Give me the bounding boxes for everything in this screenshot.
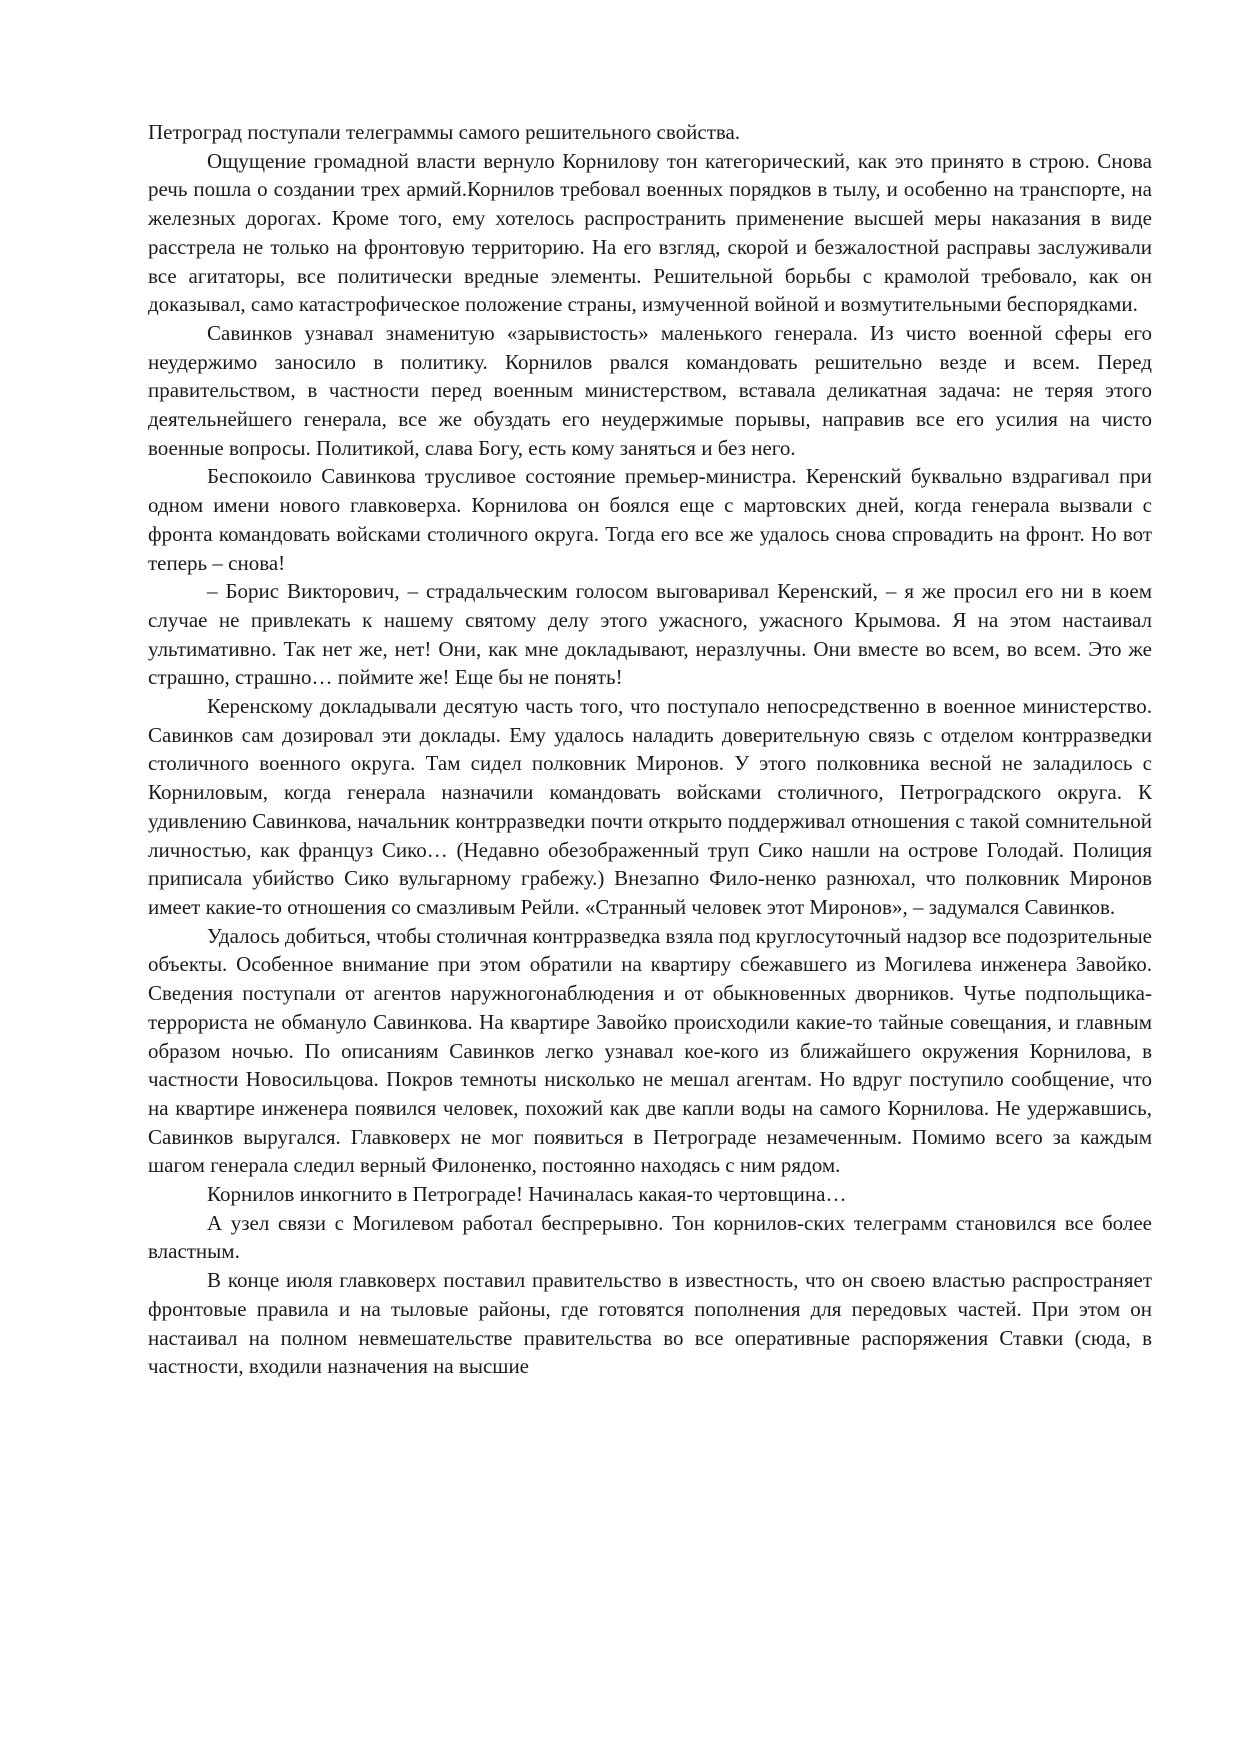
paragraph: А узел связи с Могилевом работал беспрерывно. Тон корнилов-ских телеграмм становился все более властным.	[148, 1210, 1152, 1264]
paragraph: Беспокоило Савинкова трусливое состояние премьер-министра. Керенский буквально вздрагивал при одном имени нового главковерха. Корнилова он боялся еще с мартовских дней, когда генерала вызвали с фронта командовать войсками столичного округа. Тогда его все же удалось снова спровадить на фронт. Но вот теперь – снова!	[148, 464, 1152, 575]
paragraph: В конце июля главковерх поставил правительство в известность, что он своею властью распространяет фронтовые правила и на тыловые районы, где готовятся пополнения для передовых частей. При этом он настаивал на полном невмешательстве правительства во все оперативные распоряжения Ставки (сюда, в частности, входили назначения на высшие	[148, 1268, 1152, 1379]
paragraph: Удалось добиться, чтобы столичная контрразведка взяла под круглосуточный надзор все подозрительные объекты. Особенное внимание при этом обратили на квартиру сбежавшего из Могилева инженера Завойко. Сведения поступали от агентов наружногонаблюдения и от обыкновенных дворников. Чутье подпольщика-террориста не обмануло Савинкова. На квартире Завойко происходили какие-то тайные совещания, и главным образом ночью. По описаниям Савинков легко узнавал кое-кого из ближайшего окружения Корнилова, в частности Новосильцова. Покров темноты нисколько не мешал агентам. Но вдруг поступило сообщение, что на квартире инженера появился человек, похожий как две капли воды на самого Корнилова. Не удержавшись, Савинков выругался. Главковерх не мог появиться в Петрограде незамеченным. Помимо всего за каждым шагом генерала следил верный Филоненко, постоянно находясь с ним рядом.	[148, 923, 1152, 1178]
paragraph: Керенскому докладывали десятую часть того, что поступало непосредственно в военное министерство. Савинков сам дозировал эти доклады. Ему удалось наладить доверительную связь с отделом контрразведки столичного военного округа. Там сидел полковник Миронов. У этого полковника весной не заладилось с Корниловым, когда генерала назначили командовать войсками столичного, Петроградского округа. К удивлению Савинкова, начальник контрразведки почти открыто поддерживал отношения с такой сомнительной личностью, как француз Сико… (Недавно обезображенный труп Сико нашли на острове Голодай. Полиция приписала убийство Сико вульгарному грабежу.) Внезапно Фило-ненко разнюхал, что полковник Миронов имеет какие-то отношения со смазливым Рейли. «Странный человек этот Миронов», – задумался Савинков.	[148, 694, 1152, 919]
paragraph: Ощущение громадной власти вернуло Корнилову тон категорический, как это принято в строю. Снова речь пошла о создании трех армий.Корнилов требовал военных порядков в тылу, и особенно на транспорте, на железных дорогах. Кроме того, ему хотелось распространить применение высшей меры наказания в виде расстрела не только на фронтовую территорию. На его взгляд, скорой и безжалостной расправы заслуживали все агитаторы, все политически вредные элементы. Решительной борьбы с крамолой требовало, как он доказывал, само катастрофическое положение страны, измученной войной и возмутительными беспорядками.	[148, 148, 1152, 317]
paragraph: – Борис Викторович, – страдальческим голосом выговаривал Керенский, – я же просил его ни в коем случае не привлекать к нашему святому делу этого ужасного, ужасного Крымова. Я на этом настаивал ультимативно. Так нет же, нет! Они, как мне докладывают, неразлучны. Они вместе во всем, во всем. Это же страшно, страшно… поймите же! Еще бы не понять!	[148, 579, 1152, 690]
paragraph: Савинков узнавал знаменитую «зарывистость» маленького генерала. Из чисто военной сферы его неудержимо заносило в политику. Корнилов рвался командовать решительно везде и всем. Перед правительством, в частности перед военным министерством, вставала деликатная задача: не теряя этого деятельнейшего генерала, все же обуздать его неудержимые порывы, направив все его усилия на чисто военные вопросы. Политикой, слава Богу, есть кому заняться и без него.	[148, 320, 1152, 460]
document-page	[148, 118, 1152, 1381]
paragraph: Петроград поступали телеграммы самого решительного свойства.	[148, 120, 741, 144]
paragraph: Корнилов инкогнито в Петрограде! Начиналась какая-то чертовщина…	[207, 1182, 847, 1207]
